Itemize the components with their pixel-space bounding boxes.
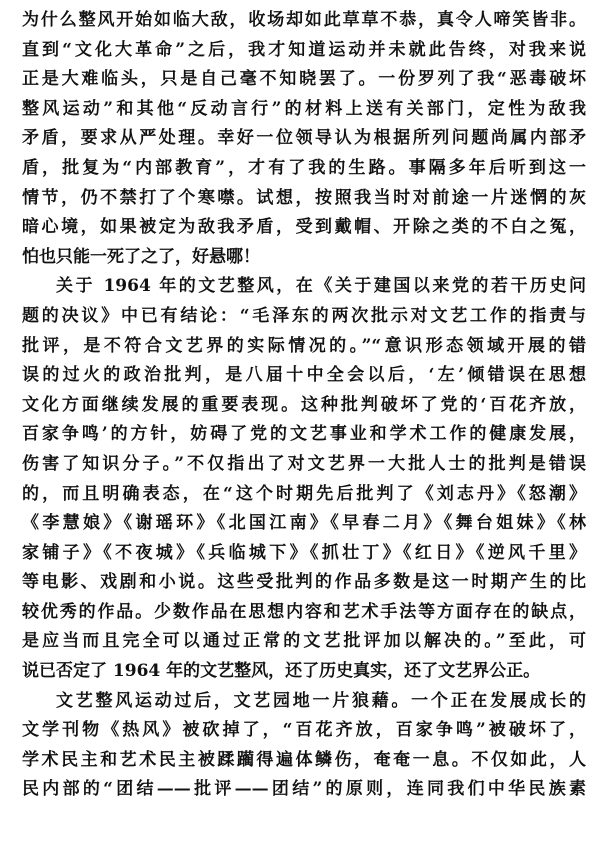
text-line-8: 暗心境，如果被定为敌我矛盾，受到戴帽、开除之类的不白之冤， [22,217,586,238]
text-line-26: 学术民主和艺术民主被蹂躏得遍体鳞伤，奄奄一息。不仅如此，人 [22,749,586,770]
text-line-2: 直到“文化大革命”之后，我才知道运动并未就此告终，对我来说 [22,39,586,60]
text-line-21: 较优秀的作品。少数作品在思想内容和艺术手法等方面存在的缺点， [22,601,586,622]
text-line-16: 伤害了知识分子。”不仅指出了对文艺界一大批人士的批判是错误 [22,453,586,474]
text-line-6: 盾，批复为“内部教育”，才有了我的生路。事隔多年后听到这一 [22,157,586,178]
text-line-5: 矛盾，要求从严处理。幸好一位领导认为根据所列问题尚属内部矛 [22,128,586,149]
text-line-22: 是应当而且完全可以通过正常的文艺批评加以解决的。”至此，可 [22,631,586,652]
text-line-24: 文艺整风运动过后，文艺园地一片狼藉。一个正在发展成长的 [56,690,586,711]
text-line-27: 民内部的“团结——批评——团结”的原则，连同我们中华民族素 [22,779,586,800]
text-line-14: 文化方面继续发展的重要表现。这种批判破坏了党的‘百花齐放， [22,394,586,415]
text-line-19: 家铺子》《不夜城》《兵临城下》《抓壮丁》《红日》《逆风千里》 [22,542,586,563]
text-line-3: 正是大难临头，只是自己毫不知晓罢了。一份罗列了我“恶毒破坏 [22,69,586,90]
text-line-13: 误的过火的政治批判，是八届十中全会以后，‘左’倾错误在思想 [22,365,586,386]
text-line-12: 批评，是不符合文艺界的实际情况的。”“意识形态领域开展的错 [22,335,586,356]
text-line-9: 怕也只能一死了之了，好悬哪！ [22,246,260,267]
text-line-17: 的，而且明确表态，在“这个时期先后批判了《刘志丹》《怒潮》 [22,483,586,504]
text-line-1: 为什么整风开始如临大敌，收场却如此草草不恭，真令人啼笑皆非。 [22,10,586,30]
text-line-11: 题的决议》中已有结论：“毛泽东的两次批示对文艺工作的指责与 [22,305,586,326]
text-line-7: 情节，仍不禁打了个寒噤。试想，按照我当时对前途一片迷惘的灰 [22,187,586,208]
text-line-20: 等电影、戏剧和小说。这些受批判的作品多数是这一时期产生的比 [22,572,586,593]
text-line-18: 《李慧娘》《谢瑶环》《北国江南》《早春二月》《舞台姐妹》《林 [22,513,586,534]
text-line-23: 说已否定了 1964 年的文艺整风，还了历史真实，还了文艺界公正。 [22,661,541,682]
text-line-25: 文学刊物《热风》被砍掉了，“百花齐放，百家争鸣”被破坏了， [22,720,586,741]
text-line-10: 关于 1964 年的文艺整风，在《关于建国以来党的若干历史问 [56,276,586,297]
text-line-4: 整风运动”和其他“反动言行”的材料上送有关部门，定性为敌我 [22,98,586,119]
text-line-15: 百家争鸣’的方针，妨碍了党的文艺事业和学术工作的健康发展， [22,424,586,445]
